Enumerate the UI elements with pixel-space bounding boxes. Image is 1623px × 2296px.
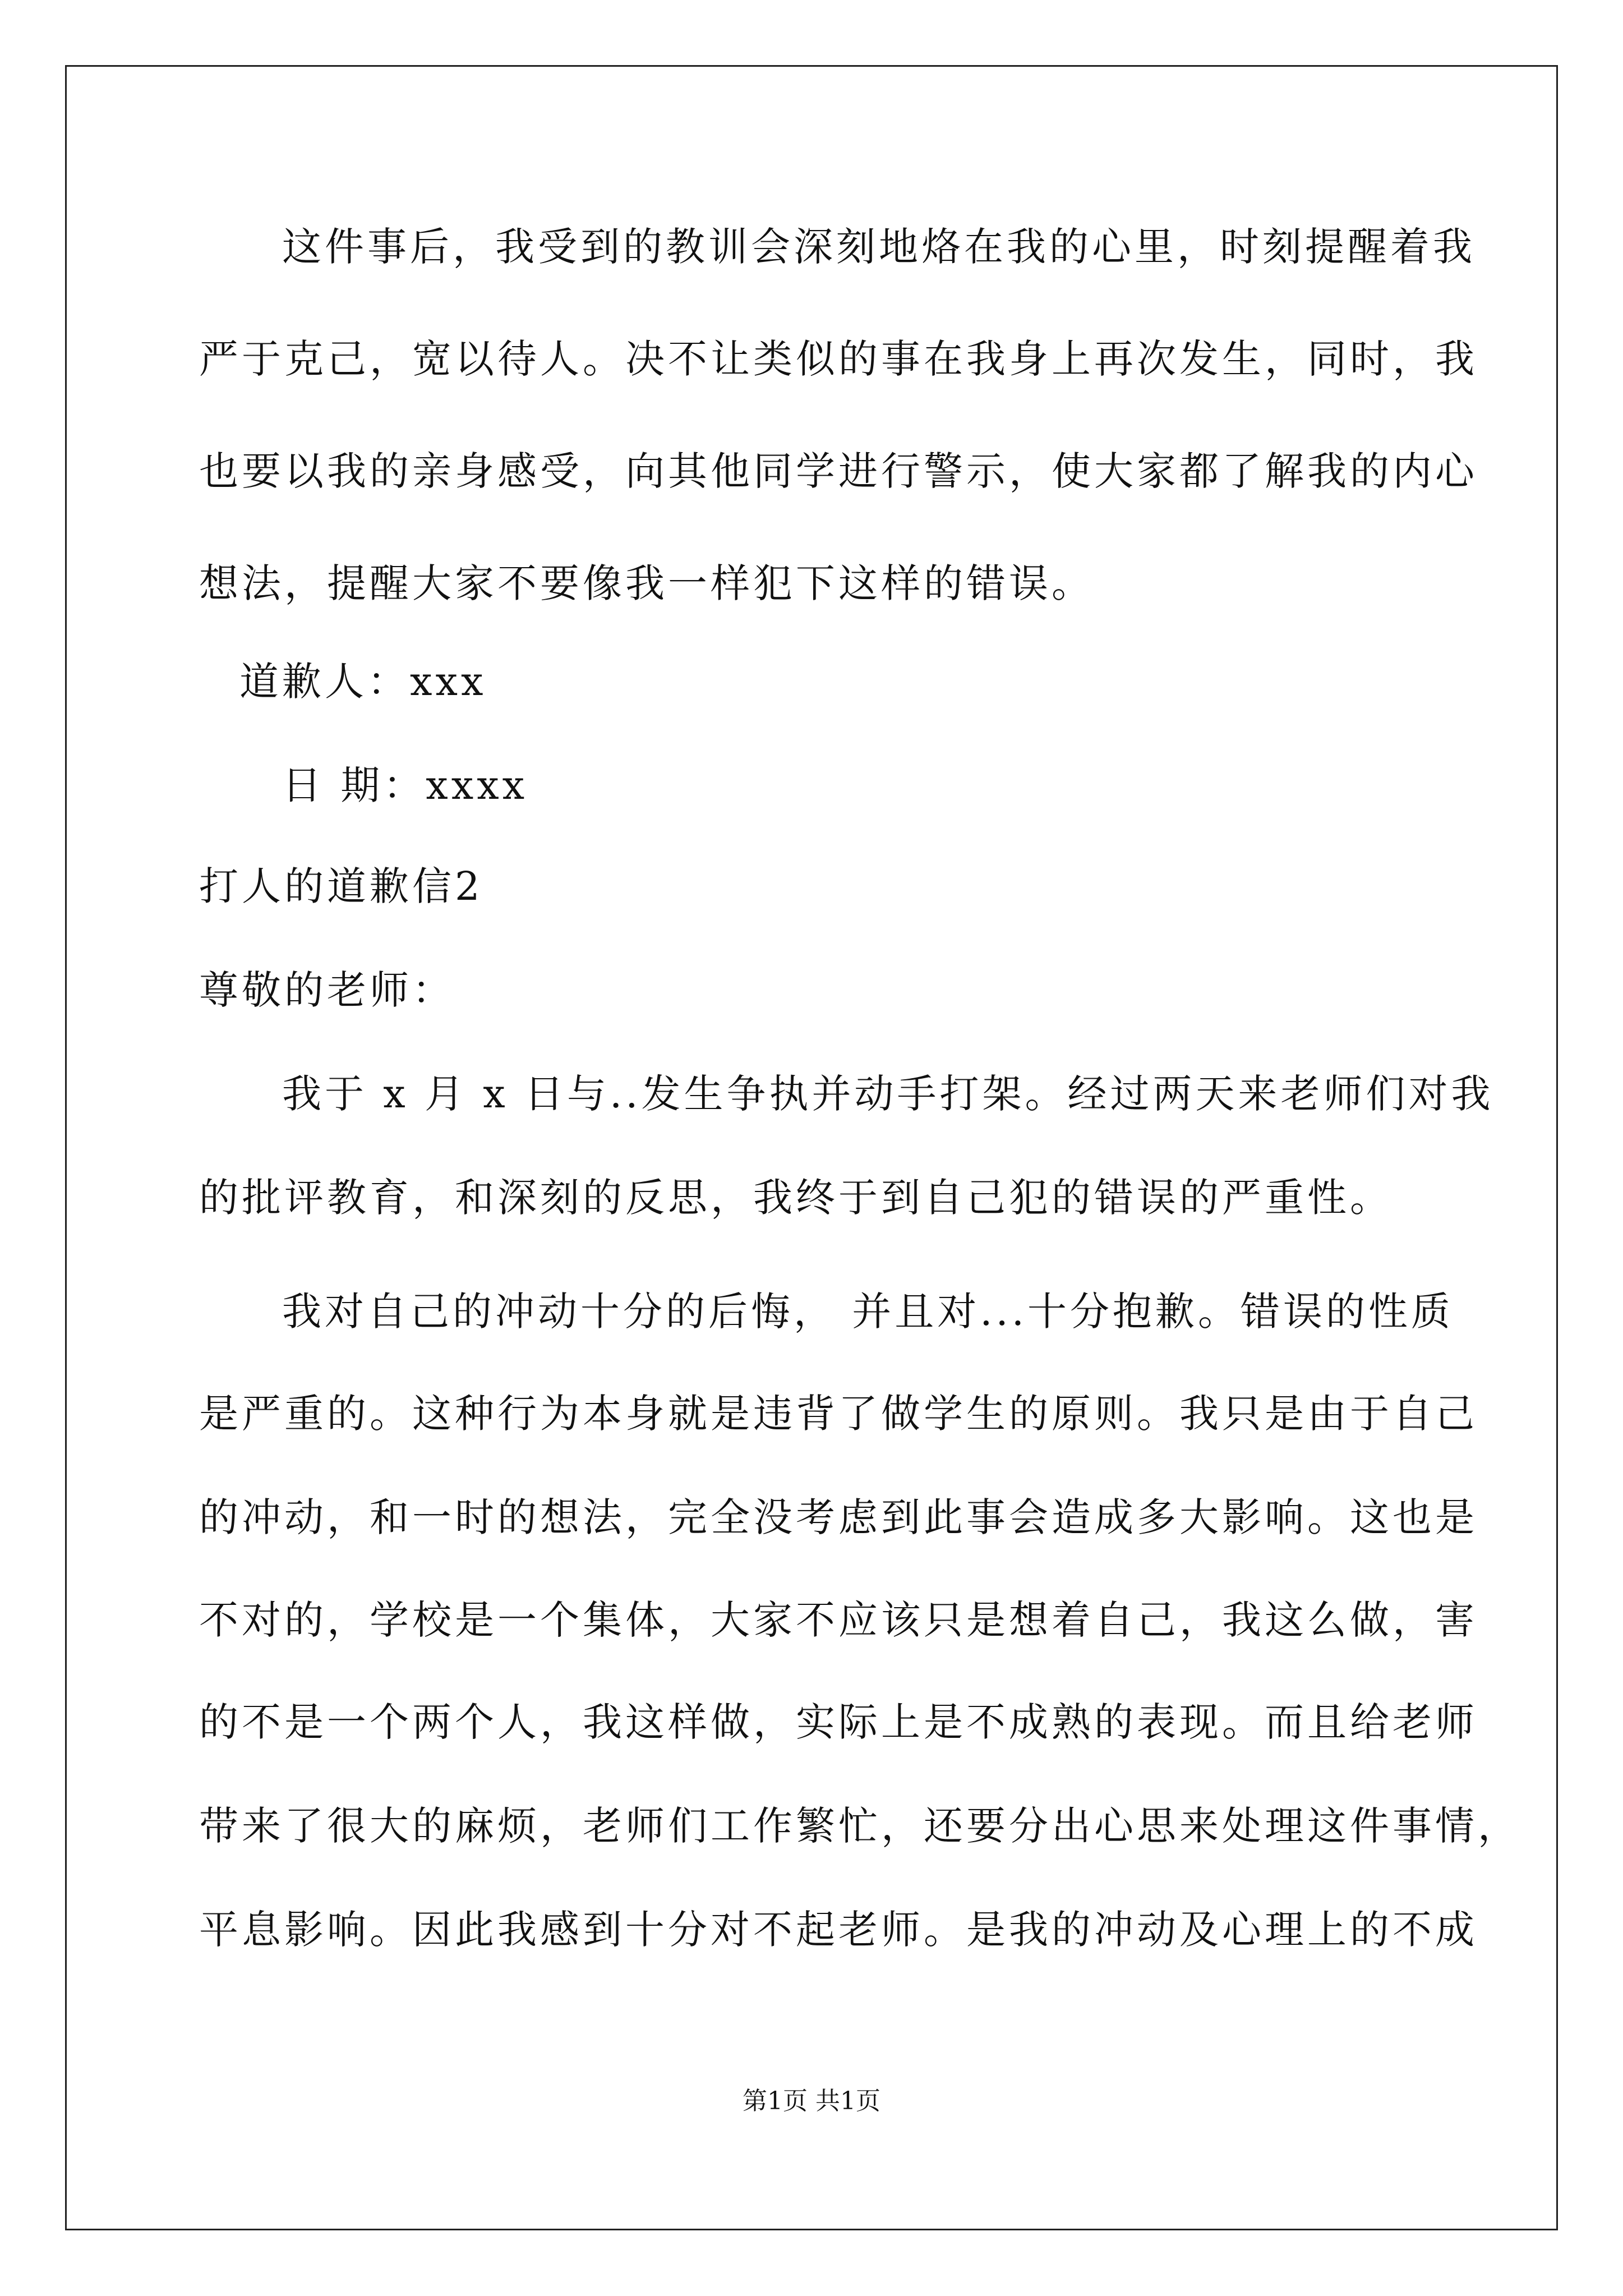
- page-footer: 第1页 共1页: [743, 2087, 880, 2115]
- paragraph-line: 带来了很大的麻烦，老师们工作繁忙，还要分出心思来处理这件事情，: [199, 1803, 1520, 1849]
- paragraph-line: 不对的，学校是一个集体，大家不应该只是想着自己，我这么做，害: [199, 1597, 1478, 1643]
- paragraph-line: 的冲动，和一时的想法，完全没考虑到此事会造成多大影响。这也是: [199, 1494, 1478, 1540]
- signer-line: 道歉人：xxx: [239, 659, 487, 705]
- paragraph-line: 这件事后，我受到的教训会深刻地烙在我的心里，时刻提醒着我: [282, 224, 1476, 270]
- letter-title: 打人的道歉信2: [199, 863, 483, 909]
- paragraph-line: 也要以我的亲身感受，向其他同学进行警示，使大家都了解我的内心: [199, 448, 1478, 494]
- paragraph-line: 的不是一个两个人，我这样做，实际上是不成熟的表现。而且给老师: [199, 1699, 1478, 1745]
- paragraph-line: 我对自己的冲动十分的后悔， 并且对...十分抱歉。错误的性质: [282, 1289, 1454, 1335]
- paragraph-line: 严于克己，宽以待人。决不让类似的事在我身上再次发生，同时，我: [199, 336, 1478, 382]
- paragraph-line: 我于 x 月 x 日与..发生争执并动手打架。经过两天来老师们对我: [282, 1071, 1494, 1117]
- paragraph-line: 的批评教育，和深刻的反思，我终于到自己犯的错误的严重性。: [199, 1175, 1393, 1221]
- paragraph-line: 是严重的。这种行为本身就是违背了做学生的原则。我只是由于自己: [199, 1391, 1478, 1437]
- salutation: 尊敬的老师：: [199, 967, 455, 1013]
- paragraph-line: 想法，提醒大家不要像我一样犯下这样的错误。: [199, 560, 1094, 606]
- paragraph-line: 平息影响。因此我感到十分对不起老师。是我的冲动及心理上的不成: [199, 1907, 1478, 1953]
- date-line: 日 期：xxxx: [282, 762, 528, 808]
